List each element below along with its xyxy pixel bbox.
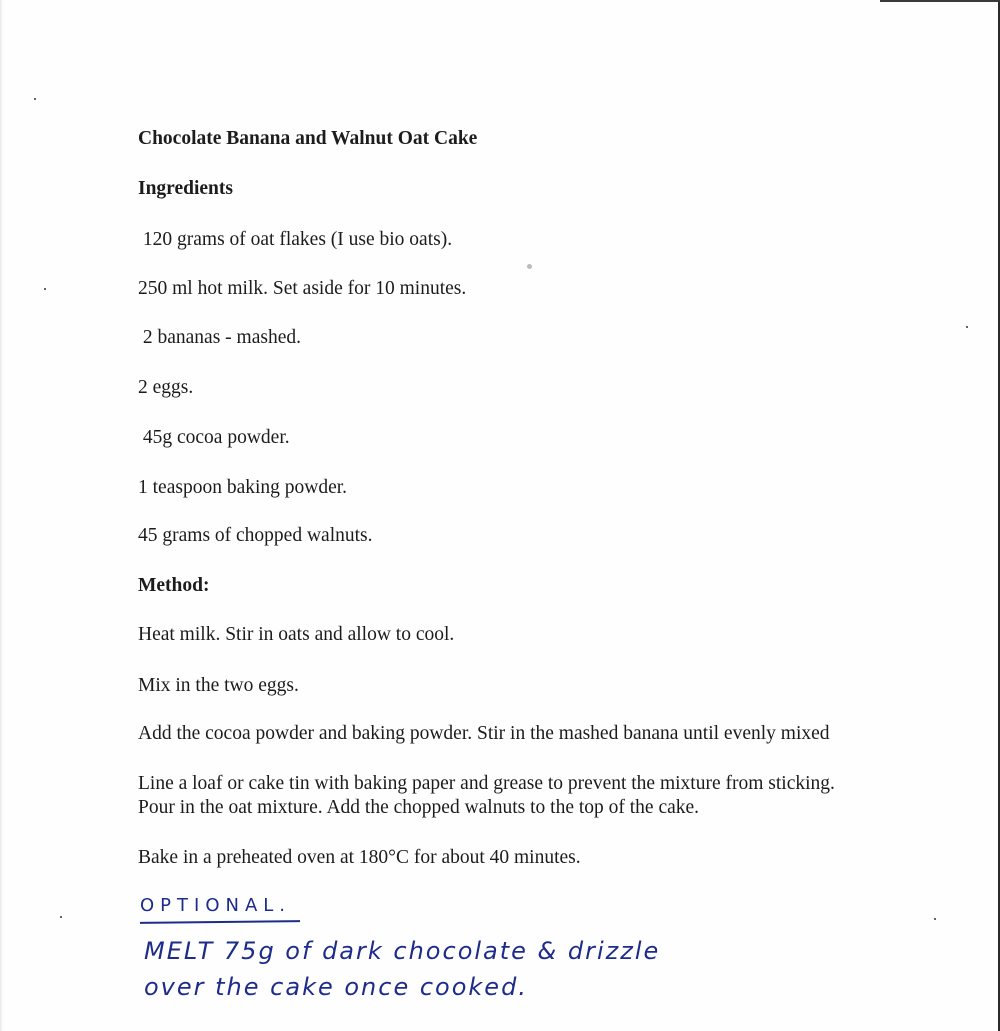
scan-speck: [527, 264, 532, 269]
method-step: Line a loaf or cake tin with baking paper and grease to prevent the mixture from sticking.: [138, 773, 835, 794]
method-heading: Method:: [138, 575, 210, 596]
ingredient-item: 120 grams of oat flakes (I use bio oats).: [138, 229, 453, 250]
method-step: Heat milk. Stir in oats and allow to cool.: [138, 624, 455, 645]
ingredient-item: 45g cocoa powder.: [138, 427, 290, 448]
page-shadow: [0, 0, 3, 1031]
scan-speck: [44, 288, 46, 290]
scan-speck: [34, 98, 36, 100]
ingredient-item: 1 teaspoon baking powder.: [138, 477, 348, 498]
scan-speck: [966, 326, 968, 328]
ingredient-item: 250 ml hot milk. Set aside for 10 minutes.: [138, 278, 467, 299]
handwritten-underline: [140, 920, 300, 924]
method-step: Pour in the oat mixture. Add the chopped walnuts to the top of the cake.: [138, 797, 700, 818]
ingredients-heading: Ingredients: [138, 178, 233, 199]
scan-speck: [934, 918, 936, 920]
method-step: Mix in the two eggs.: [138, 675, 299, 696]
scan-speck: [60, 916, 62, 918]
page-top-edge: [880, 0, 1000, 2]
handwritten-note-line: over the cake once cooked.: [144, 973, 528, 1001]
handwritten-note-line: MELT 75g of dark chocolate & drizzle: [144, 937, 661, 965]
recipe-title: Chocolate Banana and Walnut Oat Cake: [138, 128, 478, 149]
ingredient-item: 2 bananas - mashed.: [138, 327, 301, 348]
handwritten-note-title: OPTIONAL.: [140, 895, 292, 916]
method-step: Add the cocoa powder and baking powder. Stir in the mashed banana until evenly mixed: [138, 723, 830, 744]
ingredient-item: 45 grams of chopped walnuts.: [138, 525, 373, 546]
ingredient-item: 2 eggs.: [138, 377, 194, 398]
method-step: Bake in a preheated oven at 180°C for about 40 minutes.: [138, 847, 581, 868]
